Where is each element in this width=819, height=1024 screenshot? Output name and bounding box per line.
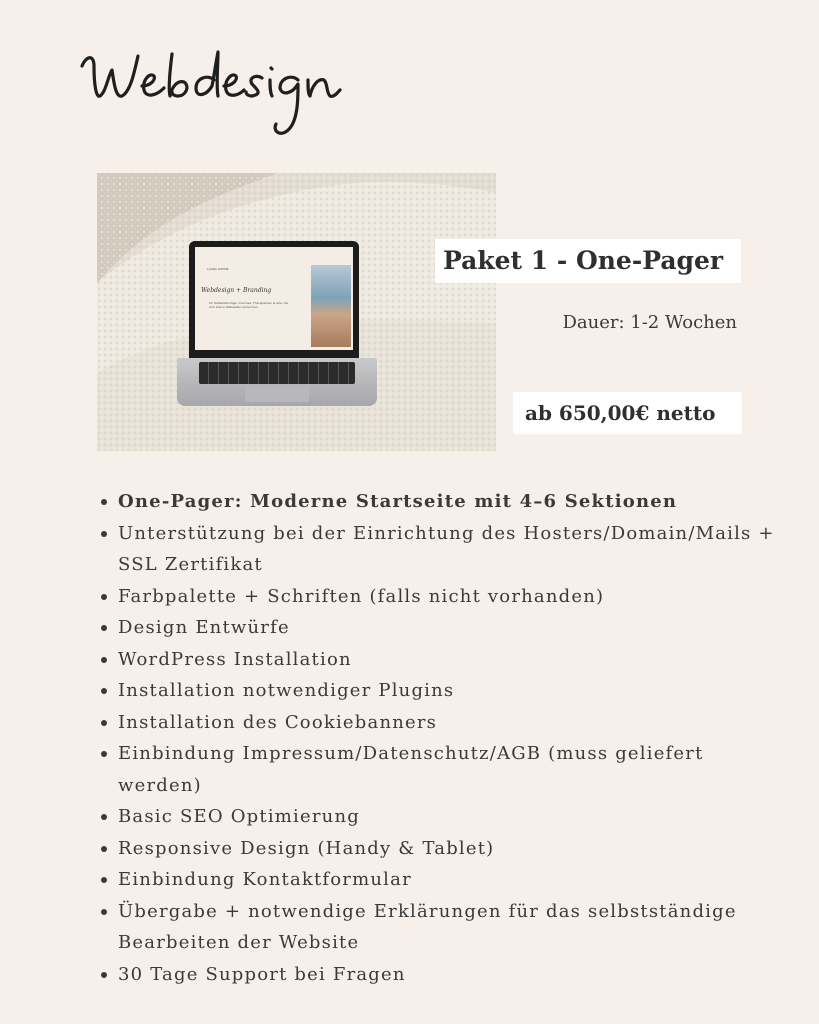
list-item: WordPress Installation [100,644,780,676]
package-price-badge: ab 650,00€ netto [513,392,742,434]
list-item: 30 Tage Support bei Fragen [100,959,780,991]
list-item: Installation notwendiger Plugins [100,675,780,707]
laptop-base [177,358,377,406]
laptop-screen [195,247,353,350]
list-item: Basic SEO Optimierung [100,801,780,833]
laptop-mockup-photo [97,173,496,451]
page-title [72,36,402,151]
trackpad [245,386,309,402]
list-item: Einbindung Impressum/Datenschutz/AGB (muss geliefert werden) [100,738,780,801]
list-item: Installation des Cookiebanners [100,707,780,739]
package-duration: Dauer: 1-2 Wochen [562,312,737,333]
list-item: Responsive Design (Handy & Tablet) [100,833,780,865]
screen-logo: LAURA KOHNE [207,267,229,271]
screen-text: für Selbstständige, Coaches, Therapeuten & alle, die sich kleine Webseiten wünschen [209,301,289,309]
list-item: One-Pager: Moderne Startseite mit 4–6 Sektionen [100,486,780,518]
list-item: Übergabe + notwendige Erklärungen für das selbstständige Bearbeiten der Website [100,896,780,959]
package-title-badge: Paket 1 - One-Pager [435,239,741,283]
screen-heading: Webdesign + Branding [201,287,272,294]
list-item: Einbindung Kontaktformular [100,864,780,896]
laptop-screen-frame [189,241,359,358]
list-item: Unterstützung bei der Einrichtung des Hosters/Domain/Mails + SSL Zertifikat [100,518,780,581]
list-item: Design Entwürfe [100,612,780,644]
laptop [177,241,377,409]
screen-photo [311,265,351,347]
list-item: Farbpalette + Schriften (falls nicht vorhanden) [100,581,780,613]
keyboard [199,362,355,384]
feature-list [100,486,780,990]
